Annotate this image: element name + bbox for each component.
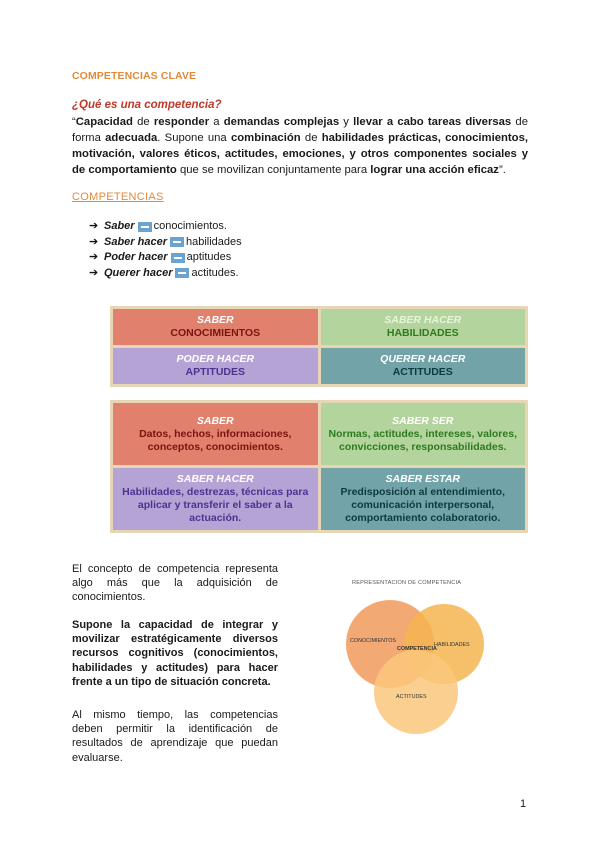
table-cell-saber-hacer: SABER HACER Habilidades, destrezas, técnicas para aplicar y transferir el saber a la actuación. xyxy=(113,468,318,530)
venn-label-competencia: COMPETENCIA xyxy=(397,646,437,652)
bullet-item: ➔ Saber conocimientos. xyxy=(89,219,242,235)
paragraph-capacidad: Supone la capacidad de integrar y movilizar estratégicamente diversos recursos cognitivos (conocimientos, habilidades y actitudes) para hacer frente a un tipo de situación concreta. xyxy=(72,619,278,688)
document-page xyxy=(72,0,528,848)
definition-paragraph xyxy=(72,114,528,178)
definition-run: de xyxy=(132,116,154,128)
arrow-box-icon xyxy=(171,253,185,263)
section-heading-competencias: COMPETENCIAS xyxy=(72,191,164,203)
paragraph-concepto: El concepto de competencia representa algo más que la adquisición de conocimientos. xyxy=(72,563,278,604)
table-cell-poder-hacer: PODER HACER APTITUDES xyxy=(113,348,318,384)
venn-label-conocimientos: CONOCIMIENTOS xyxy=(350,638,397,644)
table-cell-saber-ser: SABER SER Normas, actitudes, intereses, valores, convicciones, responsabilidades. xyxy=(321,403,526,465)
venn-diagram xyxy=(332,572,532,747)
definition-run: a xyxy=(209,116,224,128)
arrow-right-icon: ➔ xyxy=(89,266,99,279)
bullet-item: ➔ Querer hacer actitudes. xyxy=(89,266,242,282)
definition-run: ”. xyxy=(498,164,506,176)
venn-circle-actitudes xyxy=(374,650,458,734)
definition-run: habilidades prácticas, conocimientos, motivación, valores éticos, actitudes, emociones, y otros componentes sociales y de comportamiento xyxy=(72,132,528,176)
page-number: 1 xyxy=(520,798,527,810)
arrow-box-icon xyxy=(170,237,184,247)
competencias-bullet-list xyxy=(89,219,242,281)
bullet-item: ➔ Saber hacer habilidades xyxy=(89,235,242,251)
definition-run: adecuada xyxy=(105,132,158,144)
venn-label-actitudes: ACTITUDES xyxy=(396,694,427,700)
definition-run: de xyxy=(300,132,322,144)
heading-competencias-clave: COMPETENCIAS CLAVE xyxy=(72,70,197,82)
arrow-box-icon xyxy=(175,268,189,278)
definition-run: responder xyxy=(153,116,210,128)
table-cell-saber: SABER Datos, hechos, informaciones, conceptos, conocimientos. xyxy=(113,403,318,465)
table-cell-saber-hacer: SABER HACER HABILIDADES xyxy=(321,309,526,345)
definition-run: lograr una acción eficaz xyxy=(370,164,499,176)
definition-run: demandas complejas xyxy=(223,116,340,128)
definition-run: llevar a cabo tareas diversas xyxy=(353,116,512,128)
bullet-item: ➔ Poder hacer aptitudes xyxy=(89,250,242,266)
venn-svg xyxy=(332,572,532,747)
competencias-detail-table xyxy=(110,400,528,533)
table-cell-saber: SABER CONOCIMIENTOS xyxy=(113,309,318,345)
arrow-right-icon: ➔ xyxy=(89,251,99,263)
definition-run: de forma xyxy=(72,116,528,144)
definition-run: que se movilizan conjuntamente para xyxy=(176,164,371,176)
arrow-box-icon xyxy=(138,222,152,232)
table-cell-querer-hacer: QUERER HACER ACTITUDES xyxy=(321,348,526,384)
definition-run: Capacidad xyxy=(75,116,133,128)
definition-run: . Supone una xyxy=(157,132,231,144)
question-title: ¿Qué es una competencia? xyxy=(72,99,222,111)
venn-label-habilidades: HABILIDADES xyxy=(434,642,470,648)
table-cell-saber-estar: SABER ESTAR Predisposición al entendimiento, comunicación interpersonal, comportamiento colaboratorio. xyxy=(321,468,526,530)
arrow-right-icon: ➔ xyxy=(89,220,99,232)
definition-run: combinación xyxy=(230,132,301,144)
competencias-summary-table xyxy=(110,306,528,387)
paragraph-resultados: Al mismo tiempo, las competencias deben permitir la identificación de resultados de aprendizaje que puedan evaluarse. xyxy=(72,709,278,764)
arrow-right-icon: ➔ xyxy=(89,235,99,248)
definition-run: “ xyxy=(72,116,76,128)
definition-run: y xyxy=(339,116,354,128)
venn-title: REPRESENTACION DE COMPETENCIA xyxy=(352,580,462,586)
